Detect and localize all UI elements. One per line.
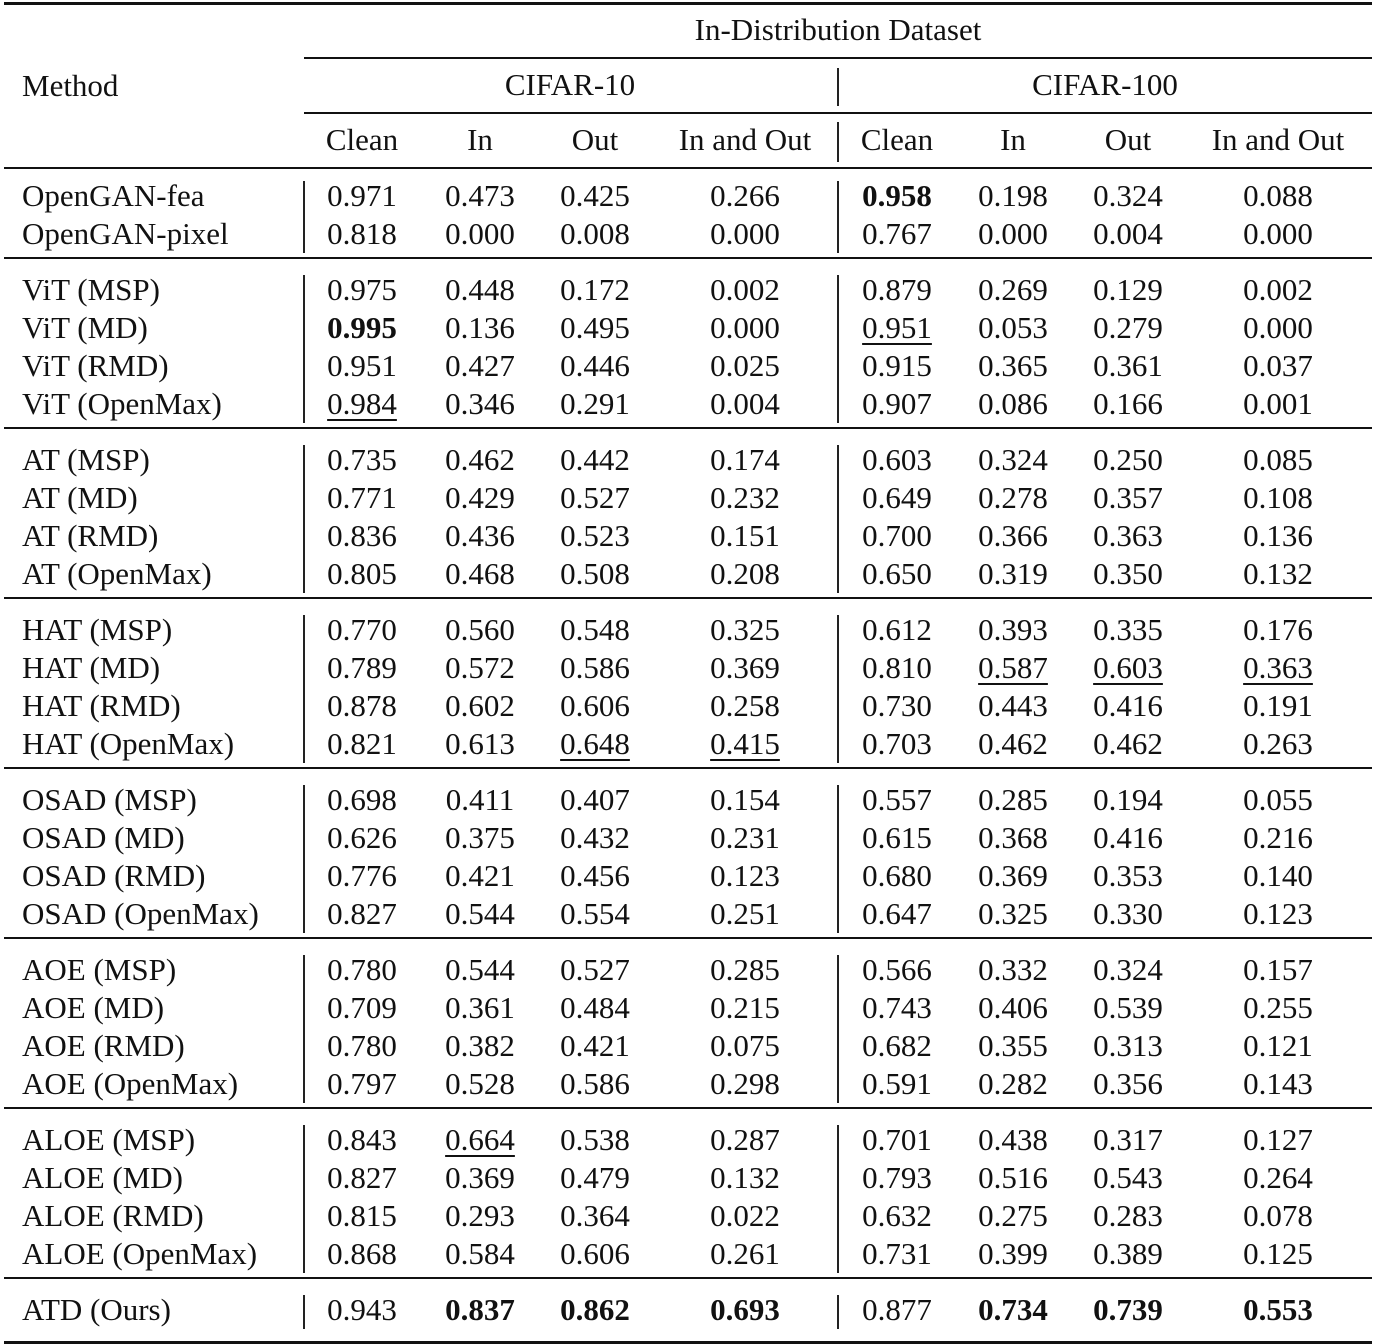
table-cell: 0.369 — [710, 650, 780, 685]
table-cell: 0.516 — [978, 1160, 1048, 1195]
table-cell: 0.649 — [862, 480, 932, 515]
table-cell: 0.560 — [445, 612, 515, 647]
table-cell: 0.606 — [560, 688, 630, 723]
group-rule — [4, 427, 1372, 429]
table-cell: 0.572 — [445, 650, 515, 685]
method-name: HAT (MD) — [22, 650, 161, 685]
table-cell: 0.000 — [445, 216, 515, 251]
table-cell: 0.108 — [1243, 480, 1313, 515]
table-cell: 0.369 — [445, 1160, 515, 1195]
table-cell: 0.324 — [1093, 952, 1163, 987]
method-name: ViT (MSP) — [22, 272, 160, 307]
method-name: AOE (MSP) — [22, 952, 177, 987]
table-cell: 0.365 — [978, 348, 1048, 383]
table-cell: 0.827 — [327, 896, 397, 931]
table-cell: 0.698 — [327, 782, 397, 817]
table-cell: 0.350 — [1093, 556, 1163, 591]
table-cell: 0.700 — [862, 518, 932, 553]
table-cell: 0.462 — [1093, 726, 1163, 761]
table-cell: 0.216 — [1243, 820, 1313, 855]
table-cell: 0.951 — [327, 348, 397, 383]
method-name: OpenGAN-fea — [22, 178, 205, 213]
table-cell: 0.269 — [978, 272, 1048, 307]
method-divider — [303, 785, 305, 933]
table-cell: 0.462 — [978, 726, 1048, 761]
method-name: AOE (MD) — [22, 990, 165, 1025]
table-cell: 0.132 — [1243, 556, 1313, 591]
table-cell: 0.393 — [978, 612, 1048, 647]
table-cell: 0.548 — [560, 612, 630, 647]
table-cell: 0.587 — [978, 650, 1048, 685]
table-cell: 0.701 — [862, 1122, 932, 1157]
table-cell: 0.443 — [978, 688, 1048, 723]
table-cell: 0.421 — [560, 1028, 630, 1063]
table-cell: 0.771 — [327, 480, 397, 515]
dataset-header-cifar100: CIFAR-100 — [1032, 67, 1178, 102]
table-cell: 0.868 — [327, 1236, 397, 1271]
table-cell: 0.285 — [978, 782, 1048, 817]
table-cell: 0.780 — [327, 1028, 397, 1063]
table-cell: 0.664 — [445, 1122, 515, 1157]
table-cell: 0.432 — [560, 820, 630, 855]
table-cell: 0.136 — [1243, 518, 1313, 553]
table-cell: 0.283 — [1093, 1198, 1163, 1233]
table-cell: 0.363 — [1093, 518, 1163, 553]
table-cell: 0.602 — [445, 688, 515, 723]
method-name: ALOE (MD) — [22, 1160, 183, 1195]
table-cell: 0.255 — [1243, 990, 1313, 1025]
table-cell: 0.266 — [710, 178, 780, 213]
dataset-divider — [837, 955, 839, 1103]
table-cell: 0.002 — [710, 272, 780, 307]
top-rule — [4, 2, 1372, 5]
subcolumn-header: Clean — [860, 122, 934, 157]
table-cell: 0.951 — [862, 310, 932, 345]
table-cell: 0.427 — [445, 348, 515, 383]
table-cell: 0.389 — [1093, 1236, 1163, 1271]
method-divider — [303, 275, 305, 423]
table-cell: 0.438 — [978, 1122, 1048, 1157]
table-cell: 0.943 — [327, 1292, 397, 1327]
table-cell: 0.325 — [978, 896, 1048, 931]
table-cell: 0.984 — [327, 386, 397, 421]
group-rule — [4, 1277, 1372, 1279]
table-cell: 0.140 — [1243, 858, 1313, 893]
table-cell: 0.000 — [1243, 216, 1313, 251]
table-cell: 0.648 — [560, 726, 630, 761]
table-cell: 0.626 — [327, 820, 397, 855]
table-cell: 0.275 — [978, 1198, 1048, 1233]
method-name: ViT (MD) — [22, 310, 148, 345]
table-cell: 0.174 — [710, 442, 780, 477]
table-cell: 0.132 — [710, 1160, 780, 1195]
table-cell: 0.815 — [327, 1198, 397, 1233]
table-cell: 0.613 — [445, 726, 515, 761]
table-cell: 0.324 — [1093, 178, 1163, 213]
method-name: AT (RMD) — [22, 518, 159, 553]
group-rule — [4, 597, 1372, 599]
header-divider — [837, 68, 839, 106]
table-cell: 0.586 — [560, 650, 630, 685]
table-cell: 0.279 — [1093, 310, 1163, 345]
table-cell: 0.251 — [710, 896, 780, 931]
subcolumn-header: Out — [1104, 122, 1152, 157]
table-cell: 0.313 — [1093, 1028, 1163, 1063]
table-cell: 0.055 — [1243, 782, 1313, 817]
table-cell: 0.000 — [710, 310, 780, 345]
table-cell: 0.361 — [445, 990, 515, 1025]
table-cell: 0.958 — [862, 178, 932, 213]
table-cell: 0.543 — [1093, 1160, 1163, 1195]
table-cell: 0.215 — [710, 990, 780, 1025]
method-name: HAT (RMD) — [22, 688, 181, 723]
group-cmidrule — [304, 57, 1372, 59]
table-cell: 0.353 — [1093, 858, 1163, 893]
method-name: AOE (OpenMax) — [22, 1066, 239, 1101]
table-cell: 0.416 — [1093, 820, 1163, 855]
table-cell: 0.335 — [1093, 612, 1163, 647]
table-cell: 0.429 — [445, 480, 515, 515]
table-cell: 0.495 — [560, 310, 630, 345]
table-cell: 0.319 — [978, 556, 1048, 591]
dataset-divider — [837, 181, 839, 253]
table-cell: 0.862 — [560, 1292, 630, 1327]
table-cell: 0.805 — [327, 556, 397, 591]
table-cell: 0.971 — [327, 178, 397, 213]
table-cell: 0.603 — [862, 442, 932, 477]
table-cell: 0.364 — [560, 1198, 630, 1233]
table-cell: 0.682 — [862, 1028, 932, 1063]
method-name: AT (MSP) — [22, 442, 150, 477]
table-cell: 0.730 — [862, 688, 932, 723]
table-cell: 0.282 — [978, 1066, 1048, 1101]
table-cell: 0.293 — [445, 1198, 515, 1233]
table-cell: 0.554 — [560, 896, 630, 931]
method-name: OSAD (MD) — [22, 820, 185, 855]
table-cell: 0.995 — [327, 310, 397, 345]
method-divider — [303, 181, 305, 253]
table-cell: 0.357 — [1093, 480, 1163, 515]
table-cell: 0.586 — [560, 1066, 630, 1101]
table-cell: 0.232 — [710, 480, 780, 515]
method-name: AT (OpenMax) — [22, 556, 212, 591]
table-cell: 0.448 — [445, 272, 515, 307]
table-cell: 0.479 — [560, 1160, 630, 1195]
table-cell: 0.780 — [327, 952, 397, 987]
table-cell: 0.544 — [445, 896, 515, 931]
dataset-header-cifar10: CIFAR-10 — [504, 67, 636, 102]
table-cell: 0.468 — [445, 556, 515, 591]
table-cell: 0.421 — [445, 858, 515, 893]
subcolumn-header: In — [1000, 122, 1026, 157]
dataset-divider — [837, 1125, 839, 1273]
table-cell: 0.527 — [560, 952, 630, 987]
table-cell: 0.584 — [445, 1236, 515, 1271]
table-cell: 0.136 — [445, 310, 515, 345]
table-cell: 0.008 — [560, 216, 630, 251]
method-name: OSAD (OpenMax) — [22, 896, 259, 931]
table-cell: 0.975 — [327, 272, 397, 307]
table-cell: 0.539 — [1093, 990, 1163, 1025]
table-cell: 0.739 — [1093, 1292, 1163, 1327]
subcolumn-header: Clean — [325, 122, 399, 157]
table-cell: 0.172 — [560, 272, 630, 307]
table-cell: 0.731 — [862, 1236, 932, 1271]
group-rule — [4, 1107, 1372, 1109]
dataset-divider — [837, 615, 839, 763]
table-cell: 0.382 — [445, 1028, 515, 1063]
table-cell: 0.647 — [862, 896, 932, 931]
table-cell: 0.436 — [445, 518, 515, 553]
method-name: OSAD (RMD) — [22, 858, 206, 893]
method-divider — [303, 1125, 305, 1273]
table-cell: 0.166 — [1093, 386, 1163, 421]
table-cell: 0.355 — [978, 1028, 1048, 1063]
table-cell: 0.264 — [1243, 1160, 1313, 1195]
table-cell: 0.528 — [445, 1066, 515, 1101]
table-cell: 0.446 — [560, 348, 630, 383]
table-cell: 0.208 — [710, 556, 780, 591]
table-cell: 0.709 — [327, 990, 397, 1025]
table-cell: 0.743 — [862, 990, 932, 1025]
table-cell: 0.603 — [1093, 650, 1163, 685]
table-cell: 0.369 — [978, 858, 1048, 893]
table-cell: 0.456 — [560, 858, 630, 893]
table-cell: 0.285 — [710, 952, 780, 987]
table-cell: 0.000 — [710, 216, 780, 251]
table-cell: 0.143 — [1243, 1066, 1313, 1101]
method-name: HAT (OpenMax) — [22, 726, 235, 761]
table-cell: 0.415 — [710, 726, 780, 761]
table-cell: 0.544 — [445, 952, 515, 987]
table-cell: 0.615 — [862, 820, 932, 855]
table-cell: 0.650 — [862, 556, 932, 591]
table-cell: 0.000 — [978, 216, 1048, 251]
table-cell: 0.025 — [710, 348, 780, 383]
table-cell: 0.129 — [1093, 272, 1163, 307]
method-name: ALOE (OpenMax) — [22, 1236, 258, 1271]
table-cell: 0.770 — [327, 612, 397, 647]
table-cell: 0.484 — [560, 990, 630, 1025]
table-cell: 0.278 — [978, 480, 1048, 515]
method-name: ViT (OpenMax) — [22, 386, 222, 421]
table-cell: 0.821 — [327, 726, 397, 761]
table-cell: 0.810 — [862, 650, 932, 685]
group-rule — [4, 257, 1372, 259]
table-cell: 0.776 — [327, 858, 397, 893]
table-cell: 0.088 — [1243, 178, 1313, 213]
table-cell: 0.508 — [560, 556, 630, 591]
table-cell: 0.000 — [1243, 310, 1313, 345]
table-cell: 0.191 — [1243, 688, 1313, 723]
group-rule — [4, 767, 1372, 769]
table-cell: 0.632 — [862, 1198, 932, 1233]
table-cell: 0.591 — [862, 1066, 932, 1101]
table-cell: 0.287 — [710, 1122, 780, 1157]
table-cell: 0.878 — [327, 688, 397, 723]
table-cell: 0.789 — [327, 650, 397, 685]
table-cell: 0.734 — [978, 1292, 1048, 1327]
method-divider — [303, 1295, 305, 1329]
table-cell: 0.877 — [862, 1292, 932, 1327]
table-cell: 0.123 — [710, 858, 780, 893]
table-cell: 0.693 — [710, 1292, 780, 1327]
method-name: ViT (RMD) — [22, 348, 169, 383]
method-name: ALOE (RMD) — [22, 1198, 204, 1233]
table-cell: 0.557 — [862, 782, 932, 817]
dataset-divider — [837, 785, 839, 933]
table-cell: 0.793 — [862, 1160, 932, 1195]
table-cell: 0.399 — [978, 1236, 1048, 1271]
table-cell: 0.121 — [1243, 1028, 1313, 1063]
method-name: ALOE (MSP) — [22, 1122, 196, 1157]
table-cell: 0.837 — [445, 1292, 515, 1327]
table-cell: 0.022 — [710, 1198, 780, 1233]
table-cell: 0.366 — [978, 518, 1048, 553]
method-name: HAT (MSP) — [22, 612, 173, 647]
subcolumn-header: In and Out — [1211, 122, 1345, 157]
table-cell: 0.827 — [327, 1160, 397, 1195]
table-cell: 0.324 — [978, 442, 1048, 477]
method-name: OSAD (MSP) — [22, 782, 197, 817]
table-cell: 0.411 — [445, 782, 515, 817]
table-cell: 0.523 — [560, 518, 630, 553]
table-cell: 0.151 — [710, 518, 780, 553]
table-cell: 0.442 — [560, 442, 630, 477]
table-cell: 0.346 — [445, 386, 515, 421]
group-header: In-Distribution Dataset — [694, 12, 982, 47]
table-cell: 0.053 — [978, 310, 1048, 345]
table-cell: 0.606 — [560, 1236, 630, 1271]
table-cell: 0.735 — [327, 442, 397, 477]
table-cell: 0.037 — [1243, 348, 1313, 383]
table-cell: 0.368 — [978, 820, 1048, 855]
table-cell: 0.198 — [978, 178, 1048, 213]
table-cell: 0.843 — [327, 1122, 397, 1157]
subcolumn-header: In — [467, 122, 493, 157]
table-cell: 0.075 — [710, 1028, 780, 1063]
table-cell: 0.462 — [445, 442, 515, 477]
table-cell: 0.258 — [710, 688, 780, 723]
table-cell: 0.125 — [1243, 1236, 1313, 1271]
table-cell: 0.298 — [710, 1066, 780, 1101]
method-name: OpenGAN-pixel — [22, 216, 229, 251]
dataset-cmidrule — [304, 112, 1372, 114]
table-cell: 0.123 — [1243, 896, 1313, 931]
table-cell: 0.907 — [862, 386, 932, 421]
table-cell: 0.680 — [862, 858, 932, 893]
table-cell: 0.325 — [710, 612, 780, 647]
table-cell: 0.001 — [1243, 386, 1313, 421]
table-cell: 0.086 — [978, 386, 1048, 421]
table-cell: 0.263 — [1243, 726, 1313, 761]
table-cell: 0.261 — [710, 1236, 780, 1271]
table-cell: 0.527 — [560, 480, 630, 515]
table-cell: 0.004 — [710, 386, 780, 421]
table-cell: 0.361 — [1093, 348, 1163, 383]
subcolumn-header: Out — [571, 122, 619, 157]
table-cell: 0.406 — [978, 990, 1048, 1025]
table-cell: 0.332 — [978, 952, 1048, 987]
table-cell: 0.004 — [1093, 216, 1163, 251]
table-cell: 0.407 — [560, 782, 630, 817]
table-cell: 0.566 — [862, 952, 932, 987]
table-cell: 0.375 — [445, 820, 515, 855]
method-name: AOE (RMD) — [22, 1028, 185, 1063]
table-cell: 0.553 — [1243, 1292, 1313, 1327]
table-cell: 0.416 — [1093, 688, 1163, 723]
table-cell: 0.818 — [327, 216, 397, 251]
table-cell: 0.194 — [1093, 782, 1163, 817]
table-cell: 0.231 — [710, 820, 780, 855]
table-cell: 0.356 — [1093, 1066, 1163, 1101]
table-cell: 0.078 — [1243, 1198, 1313, 1233]
table-cell: 0.879 — [862, 272, 932, 307]
table-cell: 0.317 — [1093, 1122, 1163, 1157]
method-header: Method — [22, 68, 119, 103]
table-cell: 0.154 — [710, 782, 780, 817]
table-cell: 0.612 — [862, 612, 932, 647]
header-rule — [4, 167, 1372, 169]
method-divider — [303, 445, 305, 593]
table-cell: 0.836 — [327, 518, 397, 553]
table-cell: 0.176 — [1243, 612, 1313, 647]
method-name: AT (MD) — [22, 480, 138, 515]
dataset-divider — [837, 275, 839, 423]
table-cell: 0.363 — [1243, 650, 1313, 685]
table-cell: 0.767 — [862, 216, 932, 251]
table-cell: 0.703 — [862, 726, 932, 761]
group-rule — [4, 937, 1372, 939]
subcolumn-header: In and Out — [678, 122, 812, 157]
table-cell: 0.425 — [560, 178, 630, 213]
table-cell: 0.538 — [560, 1122, 630, 1157]
method-divider — [303, 615, 305, 763]
method-name: ATD (Ours) — [22, 1292, 171, 1327]
table-cell: 0.797 — [327, 1066, 397, 1101]
table-cell: 0.085 — [1243, 442, 1313, 477]
table-cell: 0.127 — [1243, 1122, 1313, 1157]
header-divider — [837, 122, 839, 162]
table-cell: 0.473 — [445, 178, 515, 213]
method-divider — [303, 955, 305, 1103]
table-cell: 0.002 — [1243, 272, 1313, 307]
table-cell: 0.330 — [1093, 896, 1163, 931]
table-cell: 0.250 — [1093, 442, 1163, 477]
dataset-divider — [837, 1295, 839, 1329]
dataset-divider — [837, 445, 839, 593]
table-cell: 0.157 — [1243, 952, 1313, 987]
table-cell: 0.291 — [560, 386, 630, 421]
table-cell: 0.915 — [862, 348, 932, 383]
